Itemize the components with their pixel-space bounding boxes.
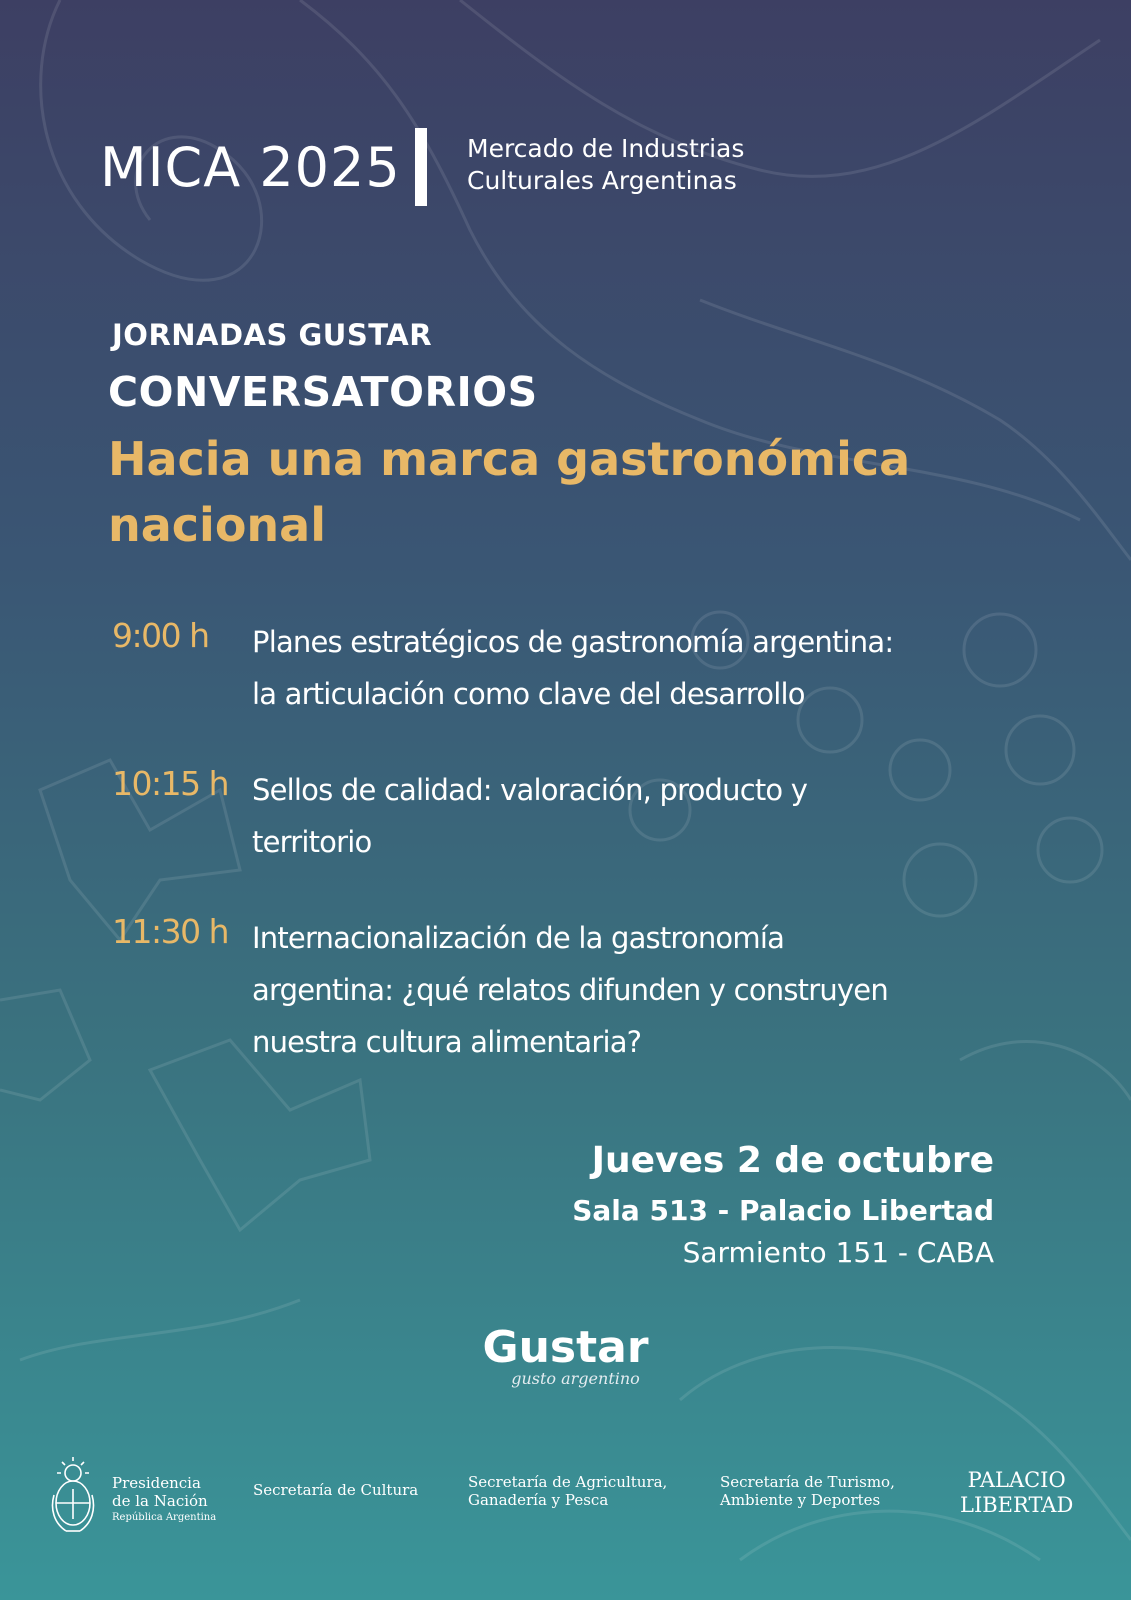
agricultura-line2: Ganadería y Pesca — [468, 1491, 609, 1509]
mica-title: MICA 2025 — [100, 136, 401, 199]
event-address: Sarmiento 151 - CABA — [682, 1236, 994, 1269]
gustar-logo-tagline: gusto argentino — [511, 1369, 640, 1388]
event-date: Jueves 2 de octubre — [591, 1140, 994, 1181]
event-kicker: JORNADAS GUSTAR — [112, 318, 433, 352]
presidencia-label — [112, 1474, 208, 1510]
agenda-time: 9:00 h — [112, 616, 209, 655]
agenda-topic-line: Sellos de calidad: valoración, producto y — [252, 773, 808, 807]
presidencia-line1: Presidencia — [112, 1474, 201, 1492]
agenda-topic-line: la articulación como clave del desarrollo — [252, 677, 805, 711]
turismo-line1: Secretaría de Turismo, — [720, 1473, 895, 1491]
gustar-logo-name: Gustar — [482, 1322, 649, 1373]
agenda-topic — [252, 912, 1012, 1068]
event-subtitle: Hacia una marca gastronómica nacional — [108, 432, 911, 552]
agenda-topic-line: Planes estratégicos de gastronomía argentina: — [252, 625, 894, 659]
title-divider — [415, 128, 427, 206]
agenda-topic-line: territorio — [252, 825, 372, 859]
agricultura-label — [468, 1473, 667, 1509]
presidencia-line3: República Argentina — [112, 1512, 217, 1523]
agenda-topic-line: Internacionalización de la gastronomía — [252, 921, 785, 955]
turismo-label — [720, 1473, 895, 1509]
event-title: CONVERSATORIOS — [108, 368, 538, 416]
agenda-topic — [252, 616, 1012, 720]
mica-subtitle — [467, 133, 744, 197]
event-venue: Sala 513 - Palacio Libertad — [572, 1194, 994, 1227]
mica-subtitle-line2: Culturales Argentinas — [467, 166, 737, 195]
turismo-line2: Ambiente y Deportes — [720, 1491, 881, 1509]
presidencia-line2: de la Nación — [112, 1492, 208, 1510]
gustar-logo — [0, 1322, 1131, 1388]
agenda-time: 11:30 h — [112, 912, 229, 951]
cultura-label: Secretaría de Cultura — [253, 1481, 419, 1499]
agenda-topic-line: nuestra cultura alimentaria? — [252, 1025, 642, 1059]
agenda-topic-line: argentina: ¿qué relatos difunden y construyen — [252, 973, 888, 1007]
palacio-libertad-logo — [960, 1468, 1073, 1518]
palacio-line2: LIBERTAD — [960, 1493, 1074, 1517]
agenda-time: 10:15 h — [112, 764, 229, 803]
agricultura-line1: Secretaría de Agricultura, — [468, 1473, 668, 1491]
mica-subtitle-line1: Mercado de Industrias — [467, 134, 745, 163]
palacio-line1: PALACIO — [967, 1468, 1066, 1492]
agenda-topic — [252, 764, 1012, 868]
national-coat-of-arms-icon — [48, 1453, 98, 1541]
